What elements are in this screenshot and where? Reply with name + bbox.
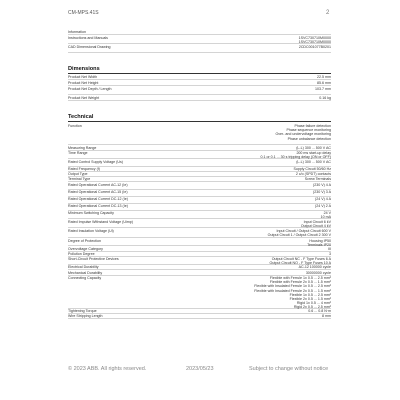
- spec-label: Short-Circuit Protective Devices: [68, 257, 119, 261]
- spec-row: [68, 228, 331, 238]
- technical-heading: Technical: [68, 114, 331, 122]
- spec-row: [68, 35, 331, 44]
- spec-label: Time Range: [68, 151, 88, 155]
- spec-value: 2CDC001077B0201: [298, 45, 331, 49]
- spec-row: [68, 123, 331, 145]
- product-code: CM-MPS.41S: [68, 10, 99, 16]
- spec-value: 103.7 mm: [315, 87, 331, 91]
- spec-row: [68, 313, 331, 319]
- spec-value: 8 mm: [322, 314, 331, 318]
- spec-value: III: [328, 247, 331, 251]
- spec-value: Housing IP50 Terminals IP20: [307, 239, 331, 248]
- spec-value: Input Circuit 6 kV Output Circuit 4 kV: [300, 220, 331, 229]
- spec-value: (24 V) 4 A: [315, 197, 331, 201]
- spec-value: Screw Terminals: [304, 177, 331, 181]
- spec-value: (24 V) 2 A: [315, 204, 331, 208]
- spec-value: AC-12 100000 cycle: [298, 265, 331, 269]
- spec-row: [68, 275, 331, 309]
- footer-copyright: © 2023 ABB. All rights reserved.: [68, 366, 147, 372]
- spec-label: CAD Dimensional Drawing: [68, 45, 111, 49]
- spec-value: (L-L) 300 ... 500 V AC: [296, 146, 331, 150]
- spec-value: 30000000 cycle: [305, 271, 331, 275]
- spec-value: 85.6 mm: [317, 81, 331, 85]
- spec-label: Rated Insulation Voltage (Ui): [68, 229, 114, 233]
- spec-row: [68, 238, 331, 246]
- spec-label: Pollution Degree: [68, 252, 95, 256]
- spec-value: 3: [329, 252, 331, 256]
- spec-label: Function: [68, 124, 82, 128]
- spec-label: Overvoltage Category: [68, 247, 103, 251]
- spec-value: 200 ms start-up delay 0.1 or 0.1 ... 30 s tripping delay (ON or OFF): [260, 151, 331, 160]
- spec-label: Tightening Torque: [68, 309, 97, 313]
- spec-value: Output Circuit NC - F Type Fuses 6 A Output Circuit NO - F Type Fuses 10 A: [269, 257, 331, 266]
- spec-label: Electrical Durability: [68, 265, 99, 269]
- footer-date: 2023/05/23: [186, 366, 214, 372]
- spec-label: Rated Operational Current DC-12 (Ie): [68, 197, 128, 201]
- spec-row: [68, 95, 331, 101]
- spec-label: Rated Impulse Withstand Voltage (Uimp): [68, 220, 133, 224]
- spec-label: Information: [68, 30, 86, 34]
- spec-label: Output Type: [68, 172, 88, 176]
- spec-row: [68, 210, 331, 219]
- spec-row: [68, 150, 331, 159]
- spec-label: Degree of Protection: [68, 239, 101, 243]
- spec-label: Mechanical Durability: [68, 271, 103, 275]
- spec-label: Instructions and Manuals: [68, 36, 108, 40]
- spec-value: 22.5 mm: [317, 75, 331, 79]
- spec-value: (L-L) 300 ... 500 V AC: [296, 160, 331, 164]
- spec-label: Product Net Weight: [68, 96, 100, 100]
- spec-label: Minimum Switching Capacity: [68, 211, 114, 215]
- spec-value: 0.16 kg: [319, 96, 331, 100]
- spec-value: Flexible with Ferrule 1x 0.5 ... 2.5 mm² Flexible with Ferrule 2x 0.5 ... 1.5 mm² Flexible with Insulated Ferrule 1x 0.5 ... 2.5 mm² Flexible with Insulated Ferrule 2x 0.5 ... 1.5 mm² Flexible 1x 0.5 ... 2.5 mm² Flexible 2x 0.5 ... 1.5 mm² Rigid 1x 0.5 ... 4 mm² Rigid 2x 0.5 ... 2.5 mm²: [254, 276, 331, 310]
- spec-value: (230 V) 3 A: [313, 190, 331, 194]
- dimensions-heading: Dimensions: [68, 66, 331, 74]
- spec-value: Phase failure detection Phase sequence monitoring Over- and undervoltage monitoring Phase unbalance detection: [275, 124, 331, 141]
- spec-label: Wire Stripping Length: [68, 314, 103, 318]
- spec-label: Product Net Height: [68, 81, 99, 85]
- spec-value: 1SVC730710M0000 1SVC730710M0000: [298, 36, 331, 45]
- spec-label: Product Net Width: [68, 75, 98, 79]
- spec-row: [68, 86, 331, 95]
- spec-value: (230 V) 4 A: [313, 183, 331, 187]
- spec-label: Rated Operational Current AC-12 (Ie): [68, 183, 128, 187]
- spec-value: 0.6 ... 0.8 N·m: [308, 309, 331, 313]
- footer-note: Subject to change without notice: [249, 366, 329, 372]
- spec-value: 24 V 10 mA: [320, 211, 331, 220]
- spec-label: Rated Control Supply Voltage (Us): [68, 160, 123, 164]
- spec-label: Product Net Depth / Length: [68, 87, 112, 91]
- spec-row: [68, 44, 331, 53]
- page-number: 2: [326, 10, 330, 16]
- spec-label: Terminal Type: [68, 177, 91, 181]
- spec-label: Rated Operational Current DC-13 (Ie): [68, 204, 128, 208]
- spec-label: Connecting Capacity: [68, 276, 102, 280]
- spec-value: 2 c/o (SPDT) contacts: [295, 172, 331, 176]
- spec-value: Input Circuit / Output Circuit 600 V Output Circuit 1 / Output Circuit 2 300 V: [267, 229, 331, 238]
- spec-label: Measuring Range: [68, 146, 97, 150]
- spec-label: Rated Operational Current AC-15 (Ie): [68, 190, 128, 194]
- spec-row: [68, 219, 331, 228]
- spec-label: Rated Frequency (f): [68, 167, 100, 171]
- spec-value: Supply Circuit 50/60 Hz: [293, 167, 331, 171]
